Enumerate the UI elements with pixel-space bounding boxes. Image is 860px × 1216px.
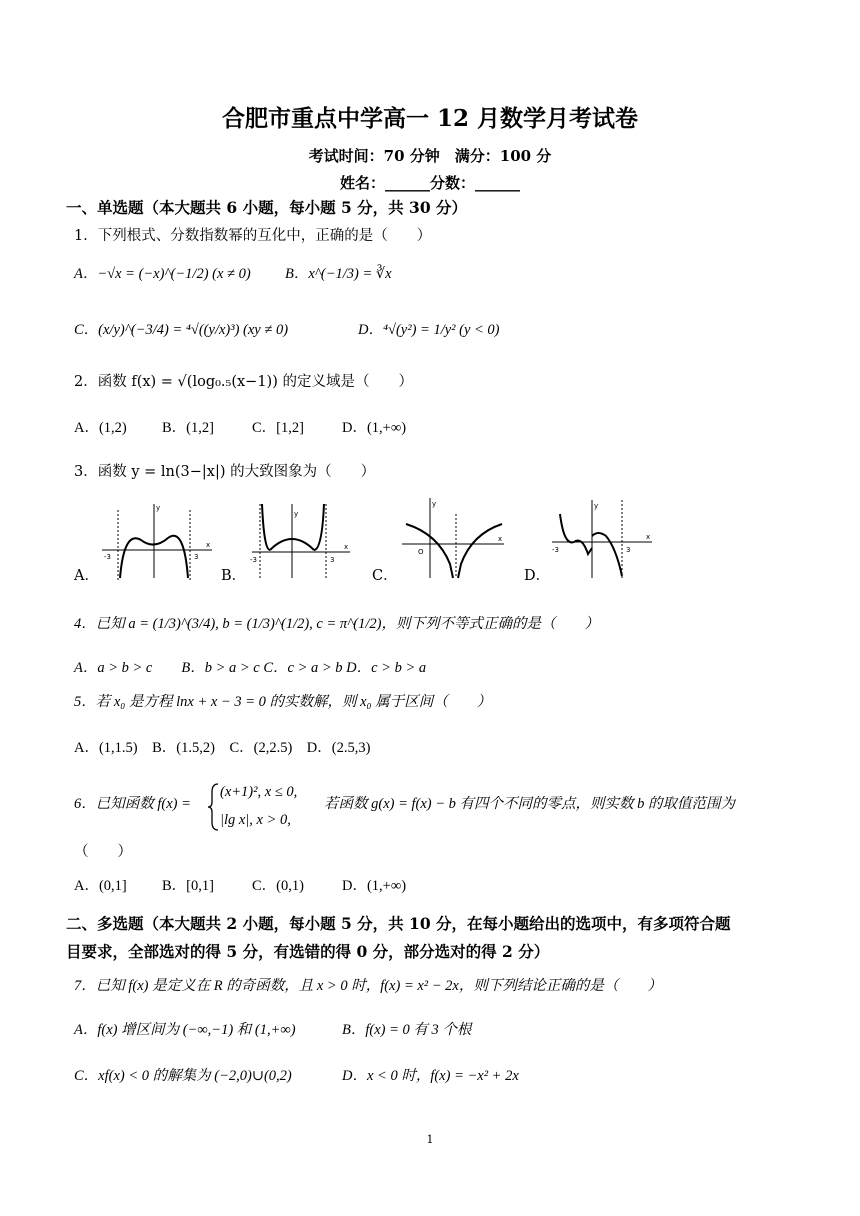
q1-option-c: C．(x/y)^(−3/4) = ⁴√((y/x)³) (xy ≠ 0) xyxy=(74,322,289,338)
svg-text:x: x xyxy=(646,533,651,541)
q1-option-b: B．x^(−1/3) = ∛x xyxy=(285,266,392,282)
q1-option-d: D．⁴√(y²) = 1/y² (y < 0) xyxy=(358,322,500,338)
q3-graph-a xyxy=(96,500,216,582)
svg-text:3: 3 xyxy=(330,556,335,564)
q1-option-a: A．−√x = (−x)^(−1/2) (x ≠ 0) xyxy=(74,266,251,282)
q6-option-c: C．(0,1) xyxy=(252,878,304,894)
svg-text:-3: -3 xyxy=(104,553,111,561)
svg-text:y: y xyxy=(294,510,299,518)
q6-stem-post: 若函数 g(x) = f(x) − b 有四个不同的零点，则实数 b 的取值范围为 xyxy=(324,796,736,812)
q3-option-a-label: A． xyxy=(74,568,99,584)
svg-text:3: 3 xyxy=(194,553,199,561)
q6-case-1: (x+1)², x ≤ 0, xyxy=(220,784,298,800)
svg-text:-3: -3 xyxy=(552,546,559,554)
svg-text:x: x xyxy=(206,541,211,549)
q2-option-d: D．(1,+∞) xyxy=(342,420,407,436)
q3-stem: 3．函数 y = ln(3−|x|) 的大致图象为（ ） xyxy=(74,464,376,480)
svg-text:y: y xyxy=(156,504,161,512)
q2-option-b: B．(1,2] xyxy=(162,420,214,436)
name-score-line: 姓名：______分数：______ xyxy=(339,174,520,192)
q3-option-c-label: C． xyxy=(372,568,398,584)
q6-option-d: D．(1,+∞) xyxy=(342,878,407,894)
q4-stem: 4．已知 a = (1/3)^(3/4), b = (1/3)^(1/2), c = π^(1/2)，则下列不等式正确的是（ ） xyxy=(74,616,599,632)
svg-text:O: O xyxy=(418,548,424,556)
q3-graph-d xyxy=(548,496,654,580)
q1-stem: 1．下列根式、分数指数幂的互化中，正确的是（ ） xyxy=(74,228,432,244)
section-multi-choice-line-2: 目要求，全部选对的得 5 分，有选错的得 0 分，部分选对的得 2 分） xyxy=(66,942,550,961)
q2-option-c: C．[1,2] xyxy=(252,420,304,436)
q7-stem: 7．已知 f(x) 是定义在 R 的奇函数，且 x > 0 时，f(x) = x² − 2x，则下列结论正确的是（ ） xyxy=(74,978,662,994)
q3-option-b-label: B． xyxy=(221,568,247,584)
svg-text:y: y xyxy=(432,500,437,508)
q3-graph-b xyxy=(248,500,354,580)
q6-option-b: B．[0,1] xyxy=(162,878,214,894)
q6-option-a: A．(0,1] xyxy=(74,878,127,894)
page-title: 合肥市重点中学高一 12 月数学月考试卷 xyxy=(221,105,639,132)
svg-text:-3: -3 xyxy=(250,556,257,564)
q7-option-c: C．xf(x) < 0 的解集为 (−2,0)∪(0,2) xyxy=(74,1068,292,1084)
svg-text:x: x xyxy=(498,535,503,543)
svg-text:3: 3 xyxy=(626,546,631,554)
q4-options: A．a > b > c B．b > a > c C．c > a > b D．c > b > a xyxy=(74,660,427,676)
q2-option-a: A．(1,2) xyxy=(74,420,127,436)
q7-option-a: A．f(x) 增区间为 (−∞,−1) 和 (1,+∞) xyxy=(74,1022,296,1038)
q5-options: A．(1,1.5) B．(1.5,2) C．(2,2.5) D．(2.5,3) xyxy=(74,740,371,756)
section-multi-choice-line-1: 二、多选题（本大题共 2 小题，每小题 5 分，共 10 分，在每小题给出的选项中，有多项符合题 xyxy=(66,914,731,933)
q7-option-b: B．f(x) = 0 有 3 个根 xyxy=(342,1022,472,1038)
page-number: 1 xyxy=(426,1133,434,1146)
section-single-choice: 一、单选题（本大题共 6 小题，每小题 5 分，共 30 分） xyxy=(66,198,468,217)
svg-text:x: x xyxy=(344,543,349,551)
exam-info: 考试时间：70 分钟 满分：100 分 xyxy=(308,147,552,165)
q3-option-d-label: D． xyxy=(524,568,551,584)
q7-option-d: D．x < 0 时，f(x) = −x² + 2x xyxy=(342,1068,519,1084)
svg-text:y: y xyxy=(594,502,599,510)
q6-stem-pre: 6．已知函数 f(x) = xyxy=(74,796,191,812)
q6-brace xyxy=(206,782,220,832)
q6-case-2: |lg x|, x > 0, xyxy=(220,812,291,828)
q5-stem: 5．若 x₀ 是方程 lnx + x − 3 = 0 的实数解，则 x₀ 属于区间（ ） xyxy=(74,694,492,710)
q3-graph-c xyxy=(398,494,508,580)
q2-stem: 2．函数 f(x) = √(log₀.₅(x−1)) 的定义域是（ ） xyxy=(74,374,413,390)
q6-paren: （ ） xyxy=(74,844,132,860)
